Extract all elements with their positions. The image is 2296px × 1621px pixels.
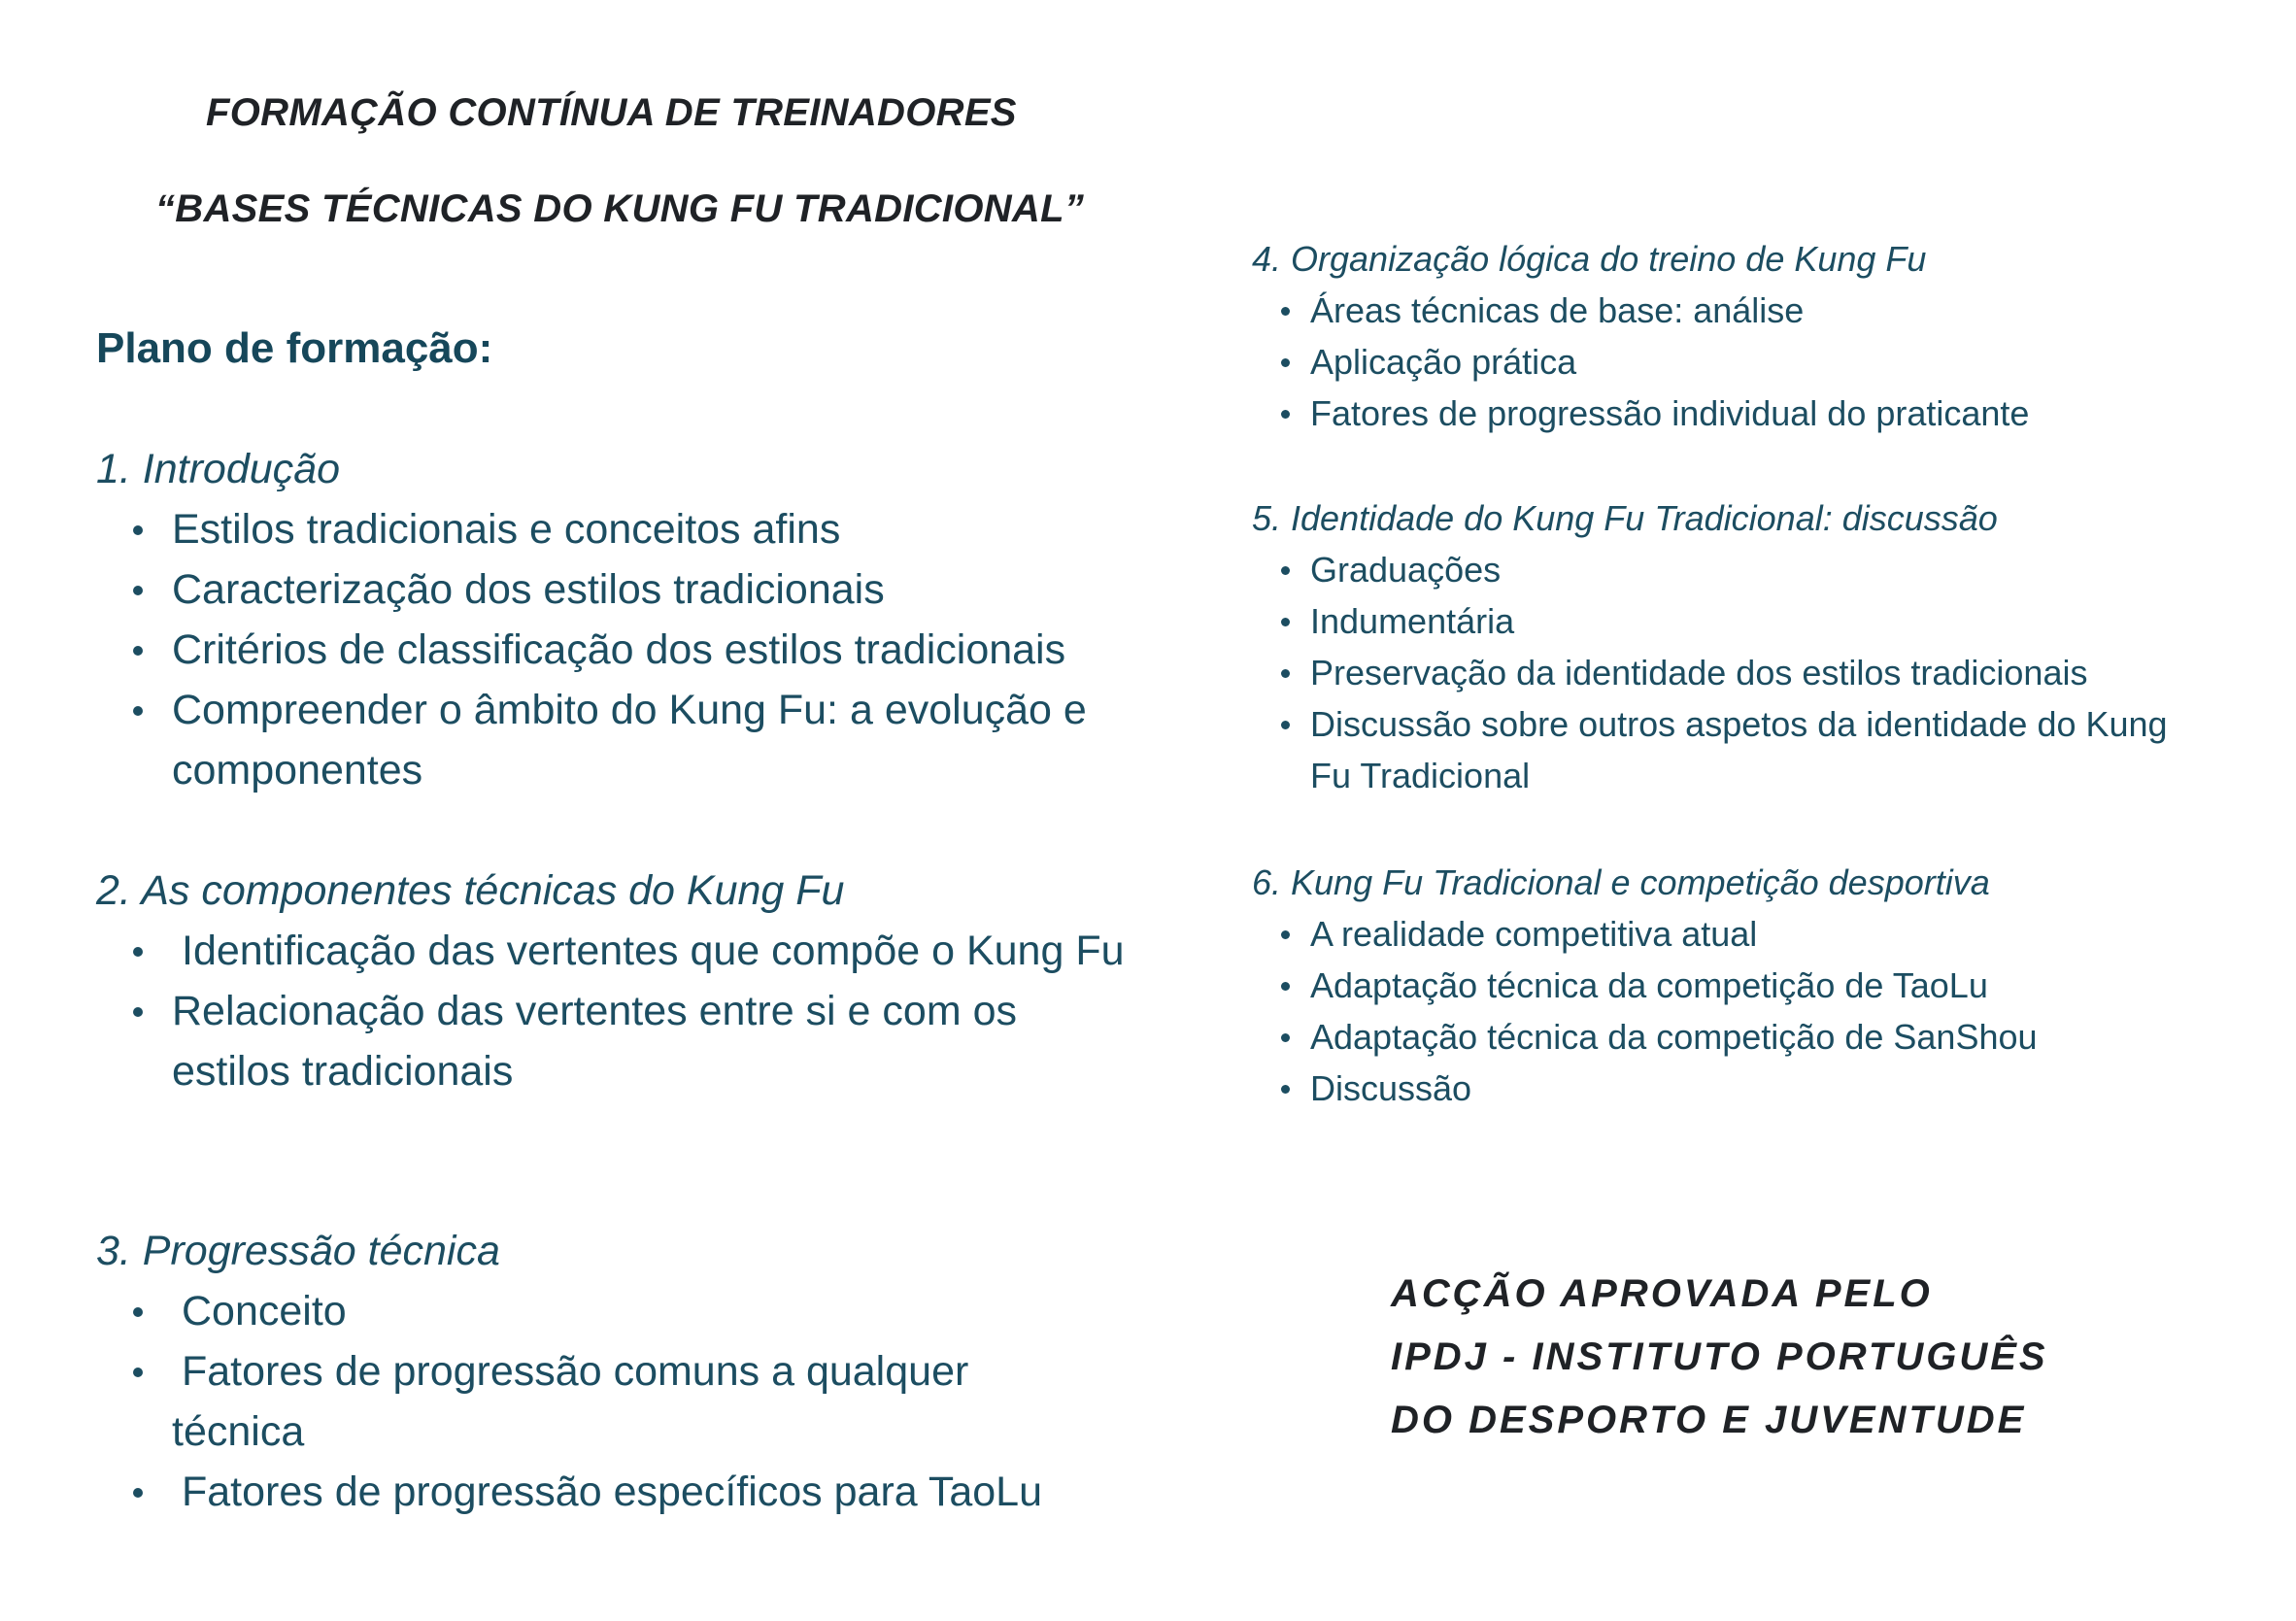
list-item: Relacionação das vertentes entre si e com os estilos tradicionais (96, 981, 1106, 1101)
section-item-list (1252, 544, 2213, 801)
list-item: Aplicação prática (1252, 336, 2223, 388)
section-identidade (1252, 492, 2213, 801)
section-title: 3. Progressão técnica (96, 1228, 500, 1274)
section-item-list (1252, 908, 2223, 1114)
section-title: 5. Identidade do Kung Fu Tradicional: discussão (1252, 498, 1998, 538)
section-item-list (96, 1281, 1155, 1522)
section-competicao (1252, 857, 2223, 1114)
list-item: Caracterização dos estilos tradicionais (96, 559, 1155, 620)
approval-line: DO DESPORTO E JUVENTUDE (1391, 1399, 2027, 1441)
approval-line: IPDJ - INSTITUTO PORTUGUÊS (1391, 1335, 2048, 1378)
approval-line: ACÇÃO APROVADA PELO (1391, 1272, 1933, 1315)
page-title: FORMAÇÃO CONTÍNUA DE TREINADORES (206, 91, 1017, 134)
list-item: Compreender o âmbito do Kung Fu: a evolução e componentes (96, 680, 1155, 800)
list-item: A realidade competitiva atual (1252, 908, 2223, 960)
section-title: 1. Introdução (96, 446, 341, 492)
list-item: Preservação da identidade dos estilos tradicionais (1252, 647, 2213, 698)
list-item: Adaptação técnica da competição de TaoLu (1252, 960, 2223, 1011)
list-item: Graduações (1252, 544, 2213, 595)
section-organizacao-treino (1252, 233, 2223, 439)
approval-notice (1391, 1263, 2048, 1452)
list-item: Critérios de classificação dos estilos tradicionais (96, 620, 1155, 680)
list-item: Fatores de progressão específicos para TaoLu (96, 1462, 1155, 1522)
section-progressao-tecnica (96, 1221, 1155, 1522)
section-item-list (96, 921, 1155, 1101)
list-item: Estilos tradicionais e conceitos afins (96, 499, 1155, 559)
section-item-list (1252, 285, 2223, 439)
list-item: Identificação das vertentes que compõe o Kung Fu (96, 921, 1135, 981)
section-title: 2. As componentes técnicas do Kung Fu (96, 867, 845, 914)
list-item: Áreas técnicas de base: análise (1252, 285, 2223, 336)
list-item: Conceito (96, 1281, 1155, 1341)
list-item: Fatores de progressão individual do praticante (1252, 388, 2223, 439)
section-title: 6. Kung Fu Tradicional e competição desportiva (1252, 862, 1990, 902)
section-componentes-tecnicas (96, 861, 1155, 1101)
section-title: 4. Organização lógica do treino de Kung Fu (1252, 239, 1927, 279)
plan-heading: Plano de formação: (96, 324, 493, 372)
list-item: Adaptação técnica da competição de SanShou (1252, 1011, 2223, 1063)
section-introducao (96, 439, 1155, 800)
list-item: Discussão (1252, 1063, 2223, 1114)
section-item-list (96, 499, 1155, 800)
list-item: Fatores de progressão comuns a qualquer técnica (96, 1341, 1067, 1462)
course-title: “BASES TÉCNICAS DO KUNG FU TRADICIONAL” (155, 187, 1085, 230)
list-item: Discussão sobre outros aspetos da identidade do Kung Fu Tradicional (1252, 698, 2184, 801)
list-item: Indumentária (1252, 595, 2213, 647)
